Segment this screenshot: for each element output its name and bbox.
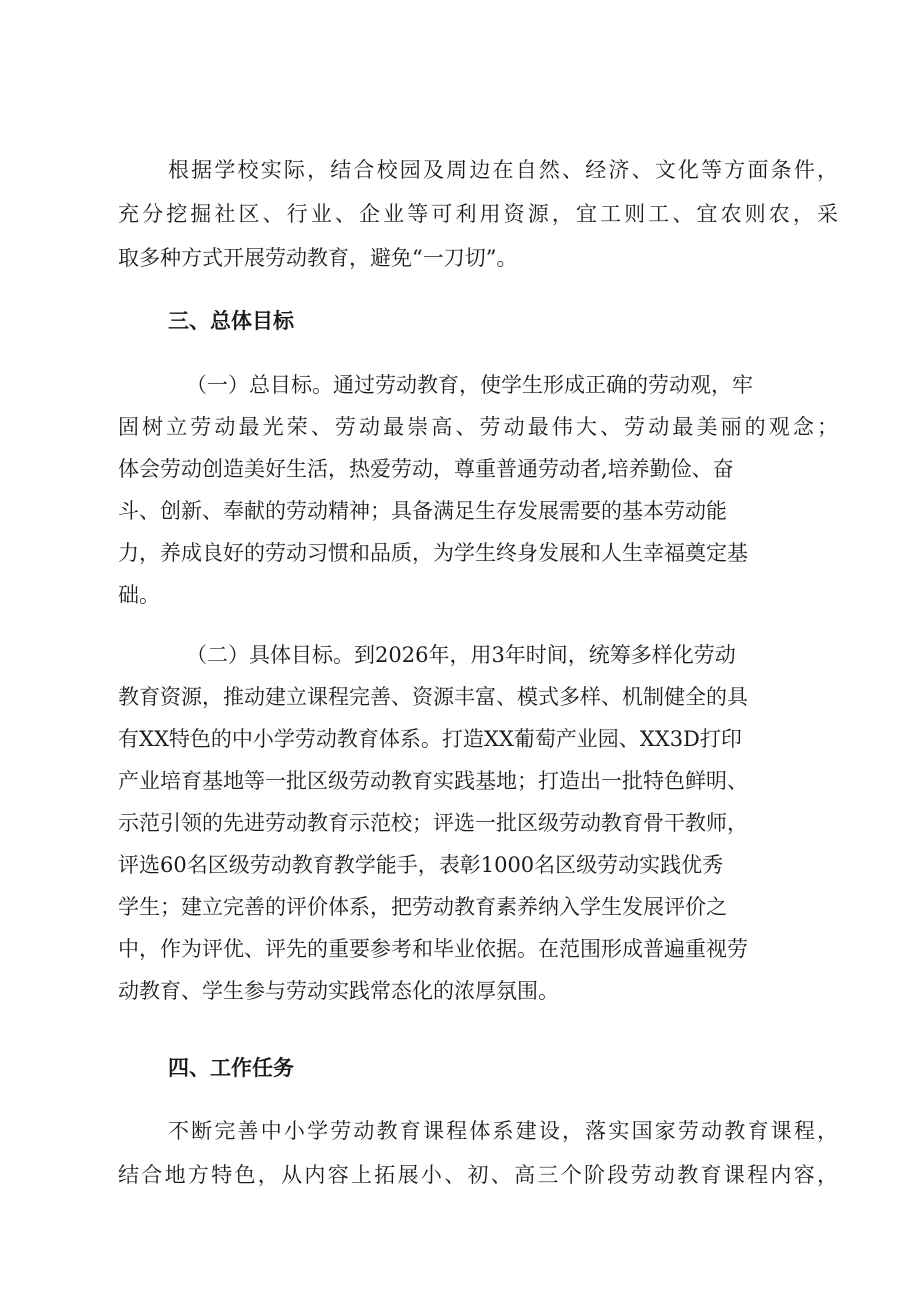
paragraph-4-line-1: 不断完善中小学劳动教育课程体系建设，落实国家劳动教育课程， [168,1119,838,1143]
paragraph-4-line-2: 结合地方特色，从内容上拓展小、初、高三个阶段劳动教育课程内容， [118,1163,838,1187]
paragraph-2-line-1: （一）总目标。通过劳动教育，使学生形成正确的劳动观，牢 [186,373,753,397]
paragraph-3-line-8: 中，作为评优、评先的重要参考和毕业依据。在范围形成普遍重视劳 [118,937,748,961]
section-heading-4: 四、工作任务 [168,1056,294,1080]
paragraph-3-line-2: 教育资源，推动建立课程完善、资源丰富、模式多样、机制健全的具 [118,685,748,709]
paragraph-1-line-3: 取多种方式开展劳动教育，避免“一刀切”。 [118,246,518,270]
paragraph-3-line-4: 产业培育基地等一批区级劳动教育实践基地；打造出一批特色鲜明、 [118,769,748,793]
paragraph-2-line-2: 固树立劳动最光荣、劳动最崇高、劳动最伟大、劳动最美丽的观念； [118,415,838,439]
paragraph-3-line-7: 学生；建立完善的评价体系，把劳动教育素养纳入学生发展评价之 [118,895,727,919]
section-heading-3: 三、总体目标 [168,309,294,333]
paragraph-3-line-3: 有XX特色的中小学劳动教育体系。打造XX葡萄产业园、XX3D打印 [118,727,742,751]
paragraph-3-line-9: 动教育、学生参与劳动实践常态化的浓厚氛围。 [118,979,559,1003]
paragraph-2-line-5: 力，养成良好的劳动习惯和品质，为学生终身发展和人生幸福奠定基 [118,541,748,565]
paragraph-2-line-3: 体会劳动创造美好生活，热爱劳动，尊重普通劳动者,培养勤俭、奋 [118,457,734,481]
paragraph-1-line-2: 充分挖掘社区、行业、企业等可利用资源，宜工则工、宜农则农，采 [118,202,838,226]
paragraph-2-line-4: 斗、创新、奉献的劳动精神；具备满足生存发展需要的基本劳动能 [118,499,727,523]
paragraph-3-line-5: 示范引领的先进劳动教育示范校；评选一批区级劳动教育骨干教师， [118,811,748,835]
paragraph-1-line-1: 根据学校实际，结合校园及周边在自然、经济、文化等方面条件， [168,158,838,182]
paragraph-2-line-6: 础。 [118,583,160,607]
paragraph-3-line-6: 评选60名区级劳动教育教学能手，表彰1000名区级劳动实践优秀 [118,853,724,877]
paragraph-3-line-1: （二）具体目标。到2026年，用3年时间，统筹多样化劳动 [186,643,736,667]
